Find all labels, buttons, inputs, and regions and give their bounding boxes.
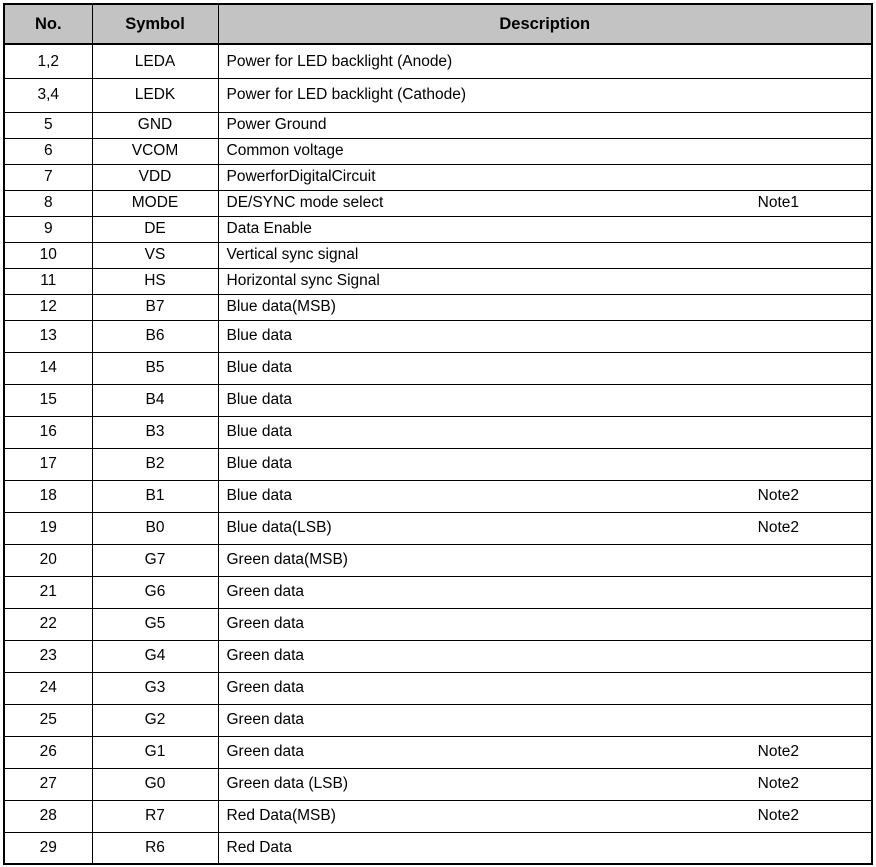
pin-number: 15 [39, 391, 57, 409]
pin-symbol-cell [92, 112, 218, 138]
pin-number: 24 [39, 679, 57, 697]
pin-number: 20 [39, 551, 57, 569]
description-wrap [219, 647, 872, 664]
pin-description: DE/SYNC mode select [226, 194, 384, 212]
pin-symbol: G3 [144, 679, 166, 697]
pin-number: 26 [39, 743, 57, 761]
description-wrap [219, 807, 872, 824]
pin-number: 7 [43, 168, 53, 186]
description-wrap [219, 53, 872, 70]
pin-symbol-cell [92, 672, 218, 704]
pin-number-cell [4, 608, 92, 640]
pin-number: 21 [39, 583, 57, 601]
pin-symbol: B4 [145, 391, 165, 409]
description-wrap [219, 298, 872, 315]
pin-number-cell [4, 544, 92, 576]
pin-number: 14 [39, 359, 57, 377]
description-wrap [219, 519, 872, 536]
pin-symbol: DE [144, 220, 166, 238]
pin-symbol-cell [92, 832, 218, 864]
pin-number-cell [4, 78, 92, 112]
pin-symbol-cell [92, 190, 218, 216]
table-row [4, 832, 872, 864]
table-header-row [4, 4, 872, 44]
pin-number: 16 [39, 423, 57, 441]
pin-number-cell [4, 216, 92, 242]
pin-symbol-cell [92, 480, 218, 512]
pin-description: Power for LED backlight (Anode) [226, 52, 453, 70]
pin-symbol: R7 [145, 807, 165, 825]
pin-symbol-cell [92, 736, 218, 768]
pin-symbol: B7 [145, 298, 165, 316]
pin-description: Blue data [226, 359, 292, 377]
pin-number-cell [4, 448, 92, 480]
description-wrap [219, 487, 872, 504]
pin-symbol: G7 [144, 551, 166, 569]
pin-number: 1,2 [37, 52, 60, 70]
pin-description-cell [218, 416, 872, 448]
pin-description-cell [218, 268, 872, 294]
pin-description-cell [218, 216, 872, 242]
description-wrap [219, 775, 872, 792]
pin-description: Blue data [226, 391, 292, 409]
pin-description: Red Data(MSB) [226, 807, 336, 825]
pin-symbol: B0 [145, 519, 165, 537]
table-row [4, 640, 872, 672]
pin-symbol-cell [92, 768, 218, 800]
table-row [4, 608, 872, 640]
pin-symbol-cell [92, 164, 218, 190]
pin-number-cell [4, 832, 92, 864]
pin-description-cell [218, 640, 872, 672]
pin-number-cell [4, 320, 92, 352]
pin-number-cell [4, 44, 92, 78]
pin-symbol: GND [137, 116, 173, 134]
description-wrap [219, 455, 872, 472]
pin-number-cell [4, 352, 92, 384]
note-label: Note2 [757, 487, 799, 505]
pin-number-cell [4, 672, 92, 704]
pin-description-cell [218, 112, 872, 138]
pin-symbol: B1 [145, 487, 165, 505]
table-row [4, 294, 872, 320]
pin-description: Power Ground [226, 116, 327, 134]
pin-symbol: G6 [144, 583, 166, 601]
pin-number: 29 [39, 839, 57, 857]
table-row [4, 268, 872, 294]
note-label: Note2 [757, 519, 799, 537]
description-wrap [219, 246, 872, 263]
table-row [4, 448, 872, 480]
pin-symbol-cell [92, 268, 218, 294]
pin-description: Blue data(LSB) [226, 519, 332, 537]
description-wrap [219, 194, 872, 211]
description-wrap [219, 711, 872, 728]
table-row [4, 44, 872, 78]
description-wrap [219, 423, 872, 440]
description-wrap [219, 327, 872, 344]
table-row [4, 512, 872, 544]
table-row [4, 242, 872, 268]
column-header-description: Description [218, 4, 872, 44]
pin-symbol-cell [92, 544, 218, 576]
pin-description-cell [218, 800, 872, 832]
pin-number-cell [4, 190, 92, 216]
description-wrap [219, 168, 872, 185]
pin-description: Green data [226, 679, 305, 697]
table-row [4, 352, 872, 384]
table-row [4, 138, 872, 164]
pin-description: Blue data [226, 455, 292, 473]
pin-description-cell [218, 704, 872, 736]
pin-number: 6 [43, 142, 53, 160]
pin-description: Green data(MSB) [226, 551, 348, 569]
pin-number: 17 [39, 455, 57, 473]
pin-symbol-cell [92, 640, 218, 672]
pin-number-cell [4, 384, 92, 416]
pin-description: Blue data [226, 423, 292, 441]
pin-symbol: B3 [145, 423, 165, 441]
pin-description: Blue data(MSB) [226, 298, 336, 316]
pin-number: 22 [39, 615, 57, 633]
pin-description: Green data (LSB) [226, 775, 348, 793]
pin-number: 3,4 [37, 86, 60, 104]
description-wrap [219, 220, 872, 237]
pin-description-cell [218, 352, 872, 384]
pin-description-cell [218, 672, 872, 704]
pin-description-cell [218, 320, 872, 352]
pin-description: Blue data [226, 487, 292, 505]
pin-description-cell [218, 512, 872, 544]
pin-number: 28 [39, 807, 57, 825]
table-row [4, 216, 872, 242]
pin-symbol: R6 [145, 839, 165, 857]
description-wrap [219, 391, 872, 408]
description-wrap [219, 142, 872, 159]
description-wrap [219, 583, 872, 600]
pin-number-cell [4, 704, 92, 736]
pin-number-cell [4, 480, 92, 512]
table-row [4, 164, 872, 190]
pin-symbol: B5 [145, 359, 165, 377]
column-header-symbol: Symbol [92, 4, 218, 44]
pin-symbol-cell [92, 704, 218, 736]
pin-symbol-cell [92, 512, 218, 544]
pin-description: Blue data [226, 327, 292, 345]
pin-number: 9 [43, 220, 53, 238]
pin-symbol: B6 [145, 327, 165, 345]
pin-symbol: B2 [145, 455, 165, 473]
pin-number: 5 [43, 116, 53, 134]
table-row [4, 112, 872, 138]
pin-description: Vertical sync signal [226, 246, 359, 264]
pin-description: Green data [226, 615, 305, 633]
pin-number-cell [4, 768, 92, 800]
pin-number-cell [4, 512, 92, 544]
table-row [4, 736, 872, 768]
pin-description-cell [218, 544, 872, 576]
pin-number: 11 [40, 272, 57, 290]
pin-description-cell [218, 190, 872, 216]
pin-number-cell [4, 800, 92, 832]
note-label: Note2 [757, 743, 799, 761]
pin-description-cell [218, 480, 872, 512]
pin-description-table [3, 3, 873, 865]
pin-description-cell [218, 608, 872, 640]
pin-number-cell [4, 576, 92, 608]
pin-symbol: VCOM [131, 142, 179, 160]
pin-description: Data Enable [226, 220, 312, 238]
pin-number: 25 [39, 711, 57, 729]
pin-symbol-cell [92, 44, 218, 78]
pin-description: Horizontal sync Signal [226, 272, 380, 290]
pin-description: Green data [226, 583, 305, 601]
table-row [4, 78, 872, 112]
pin-number-cell [4, 640, 92, 672]
pin-description-cell [218, 44, 872, 78]
pin-number-cell [4, 294, 92, 320]
pin-description-cell [218, 832, 872, 864]
description-wrap [219, 86, 872, 103]
pin-symbol-cell [92, 216, 218, 242]
pin-number-cell [4, 242, 92, 268]
description-wrap [219, 839, 872, 856]
pin-symbol: G0 [144, 775, 166, 793]
pin-symbol-cell [92, 576, 218, 608]
pin-description: PowerforDigitalCircuit [226, 168, 376, 186]
pin-number: 12 [39, 298, 57, 316]
pin-number-cell [4, 138, 92, 164]
pin-symbol-cell [92, 448, 218, 480]
pin-number: 18 [39, 487, 57, 505]
table-row [4, 416, 872, 448]
table-row [4, 480, 872, 512]
pin-description: Common voltage [226, 142, 344, 160]
table-row [4, 190, 872, 216]
table-row [4, 704, 872, 736]
pin-symbol-cell [92, 320, 218, 352]
pin-symbol: G1 [144, 743, 166, 761]
pin-number: 19 [39, 519, 57, 537]
pin-symbol-cell [92, 242, 218, 268]
pin-symbol-cell [92, 384, 218, 416]
note-label: Note2 [757, 775, 799, 793]
pin-symbol-cell [92, 608, 218, 640]
pin-symbol: MODE [131, 194, 179, 212]
description-wrap [219, 743, 872, 760]
pin-symbol-cell [92, 294, 218, 320]
pin-description-cell [218, 164, 872, 190]
note-label: Note2 [757, 807, 799, 825]
description-wrap [219, 116, 872, 133]
pin-symbol: LEDK [134, 86, 176, 104]
pin-number: 23 [39, 647, 57, 665]
pin-number: 13 [39, 327, 57, 345]
pin-number-cell [4, 736, 92, 768]
pin-description-cell [218, 768, 872, 800]
pin-symbol: LEDA [134, 52, 176, 70]
pin-symbol-cell [92, 352, 218, 384]
description-wrap [219, 551, 872, 568]
table-row [4, 320, 872, 352]
pin-number: 8 [43, 194, 53, 212]
pin-description: Green data [226, 711, 305, 729]
table-row [4, 768, 872, 800]
pin-number-cell [4, 112, 92, 138]
description-wrap [219, 272, 872, 289]
pin-description: Green data [226, 647, 305, 665]
pin-description-cell [218, 736, 872, 768]
table-row [4, 800, 872, 832]
pin-symbol: VS [144, 246, 166, 264]
pin-symbol: VDD [138, 168, 172, 186]
pin-symbol: G2 [144, 711, 166, 729]
description-wrap [219, 615, 872, 632]
table-row [4, 672, 872, 704]
pin-symbol: G4 [144, 647, 166, 665]
description-wrap [219, 679, 872, 696]
pin-number-cell [4, 164, 92, 190]
table-row [4, 544, 872, 576]
pin-description: Power for LED backlight (Cathode) [226, 86, 467, 104]
pin-description-cell [218, 576, 872, 608]
note-label: Note1 [757, 194, 799, 212]
pin-description-cell [218, 138, 872, 164]
pin-description-cell [218, 384, 872, 416]
pin-description: Green data [226, 743, 305, 761]
pin-number-cell [4, 416, 92, 448]
pin-symbol-cell [92, 416, 218, 448]
pin-description-cell [218, 294, 872, 320]
pin-number: 10 [39, 246, 57, 264]
column-header-no: No. [4, 4, 92, 44]
pin-description-cell [218, 242, 872, 268]
table-row [4, 384, 872, 416]
pin-number: 27 [39, 775, 57, 793]
pin-description-cell [218, 78, 872, 112]
pin-symbol-cell [92, 138, 218, 164]
description-wrap [219, 359, 872, 376]
pin-description-cell [218, 448, 872, 480]
pin-symbol: HS [144, 272, 166, 290]
pin-symbol-cell [92, 78, 218, 112]
pin-number-cell [4, 268, 92, 294]
table-row [4, 576, 872, 608]
pin-symbol: G5 [144, 615, 166, 633]
pin-description: Red Data [226, 839, 292, 857]
pin-symbol-cell [92, 800, 218, 832]
